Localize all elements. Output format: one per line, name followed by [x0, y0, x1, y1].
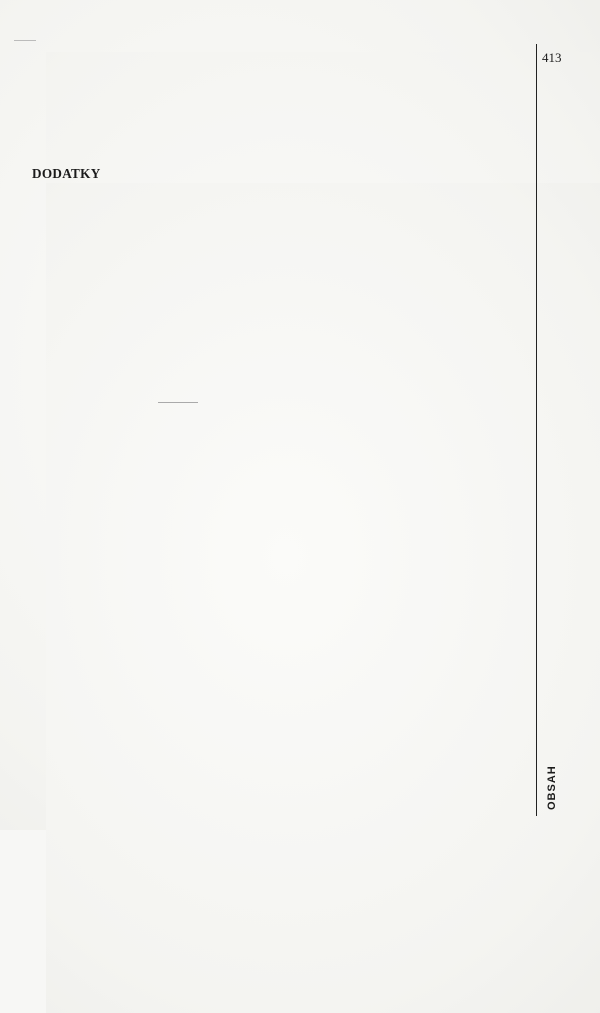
margin-rule [536, 44, 537, 816]
toc-entry [46, 130, 524, 146]
toc-entry [46, 338, 524, 354]
page-number: 413 [542, 50, 562, 65]
appendix-heading: DODATKY [32, 166, 101, 181]
toc-top-list [46, 52, 524, 145]
toc-appendix-list [46, 183, 524, 354]
side-label-text: OBSAH [546, 765, 558, 810]
scan-smudge [158, 402, 198, 403]
scan-mark [14, 40, 36, 41]
side-label [540, 765, 560, 810]
toc-entry-page [46, 183, 600, 1013]
